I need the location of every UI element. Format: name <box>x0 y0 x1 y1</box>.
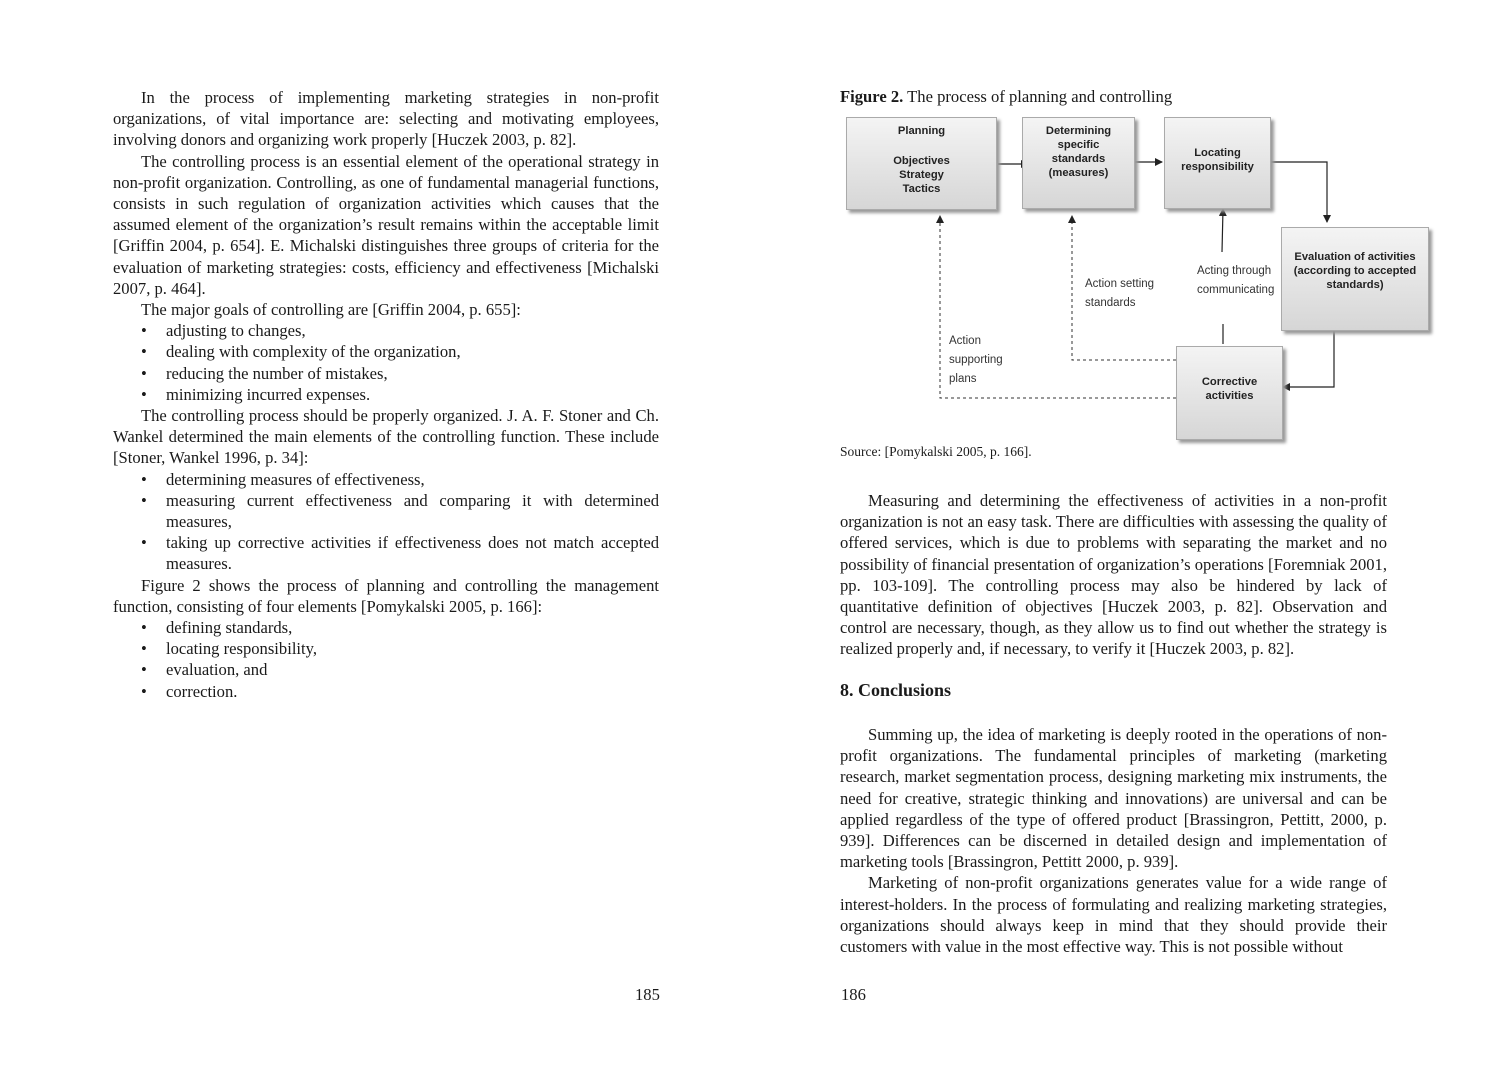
list-item: • evaluation, and <box>113 659 659 680</box>
arrow-to-locating <box>1222 209 1223 252</box>
label-acting-through-communicating <box>1197 262 1274 300</box>
left-text-column <box>113 87 659 702</box>
planning-box <box>846 117 997 210</box>
right-text-block-1 <box>840 490 1387 660</box>
planning-item: Strategy <box>899 169 944 181</box>
box-line: standards) <box>1326 279 1384 291</box>
list-item: • defining standards, <box>113 617 659 638</box>
box-line: (measures) <box>1048 167 1109 179</box>
paragraph: The controlling process is an essential element of the operational strategy in non-profit organization. Controlling, as one of fundamental managerial functions, consists in such regulation of organization activities which causes that the assumed element of the organization’s result remains within the acceptable limit [Griffin 2004, p. 654]. E. Michalski distinguishes three groups of criteria for the evaluation of marketing strategies: costs, efficiency and effectiveness [Michalski 2007, p. 464]. <box>113 151 659 298</box>
figure-label: Figure 2. <box>840 87 904 106</box>
label-line: standards <box>1085 297 1136 309</box>
page-number-right: 186 <box>841 985 866 1004</box>
list-item: • reducing the number of mistakes, <box>113 363 659 384</box>
planning-item: Tactics <box>902 183 941 195</box>
box-line: (according to accepted <box>1293 265 1417 277</box>
box-line: standards <box>1051 153 1106 165</box>
paragraph: Measuring and determining the effectiveness of activities in a non-profit organization is not an easy task. There are difficulties with assessing the quality of offered services, which is due to problems with separating the market and no possibility of financial presentation of organization’s operations [Foremniak 2001, pp. 103-109]. The controlling process may also be hindered by lack of quantitative definition of objectives [Huczek 2003, p. 82]. Observation and control are necessary, though, as they allow us to find out whether the strategy is realized properly and, if necessary, to verify it [Huczek 2003, p. 82]. <box>840 491 1387 659</box>
box-line: Determining <box>1045 125 1112 137</box>
list-item: • measuring current effectiveness and comparing it with determined measures, <box>113 490 659 532</box>
label-action-supporting-plans <box>949 332 1003 389</box>
arrow-locating-to-evaluation <box>1270 162 1327 222</box>
paragraph: Figure 2 shows the process of planning and controlling the management function, consisting of four elements [Pomykalski 2005, p. 166]: <box>113 575 659 616</box>
locating-responsibility-box <box>1164 117 1271 209</box>
bullet-list-four-elements <box>113 617 659 702</box>
label-line: Action setting <box>1085 278 1155 290</box>
arrow-evaluation-to-corrective <box>1283 330 1334 387</box>
box-line: activities <box>1205 390 1254 402</box>
figure-title <box>840 87 1172 107</box>
box-line: responsibility <box>1181 161 1254 173</box>
list-item: • minimizing incurred expenses. <box>113 384 659 405</box>
bullet-list-goals <box>113 320 659 405</box>
box-line: Corrective <box>1201 376 1258 388</box>
box-line: Evaluation of activities <box>1294 251 1416 263</box>
list-item: • determining measures of effectiveness, <box>113 469 659 490</box>
list-item: • adjusting to changes, <box>113 320 659 341</box>
section-heading: 8. Conclusions <box>840 680 952 700</box>
bullet-list-elements <box>113 469 659 575</box>
planning-controlling-diagram <box>840 112 1417 447</box>
figure-source: Source: [Pomykalski 2005, p. 166]. <box>840 444 1032 459</box>
planning-item: Objectives <box>893 155 950 167</box>
label-line: communicating <box>1197 284 1275 296</box>
box-line: Locating <box>1194 147 1241 159</box>
label-line: plans <box>949 373 977 385</box>
paragraph: The controlling process should be properly organized. J. A. F. Stoner and Ch. Wankel determined the main elements of the controlling function. These include [Stoner, Wankel 1996, p. 34]: <box>113 406 659 468</box>
list-item: • taking up corrective activities if effectiveness does not match accepted measures. <box>113 532 659 574</box>
planning-title: Planning <box>897 125 946 137</box>
paragraph: In the process of implementing marketing strategies in non-profit organizations, of vital importance are: selecting and motivating employees, involving donors and organizing work properly [Huczek 2003, p. 82]. <box>113 88 659 150</box>
evaluation-box <box>1281 227 1429 331</box>
list-item: • correction. <box>113 681 659 702</box>
page-number-left: 185 <box>635 985 660 1004</box>
list-item: • dealing with complexity of the organization, <box>113 341 659 362</box>
right-page <box>750 0 1500 1068</box>
label-action-setting-standards <box>1085 275 1154 313</box>
determining-standards-box <box>1022 117 1135 209</box>
paragraph: The major goals of controlling are [Griffin 2004, p. 655]: <box>141 300 521 320</box>
list-item: • locating responsibility, <box>113 638 659 659</box>
paragraph: Marketing of non-profit organizations generates value for a wide range of interest-holders. In the process of formulating and realizing marketing strategies, organizations should always keep in mind that they should provide their customers with value in the most effective way. This is not possible without <box>840 873 1387 957</box>
label-line: supporting <box>949 354 1003 366</box>
box-line: specific <box>1057 139 1100 151</box>
label-line: Acting through <box>1197 265 1272 277</box>
label-line: Action <box>949 335 981 347</box>
figure-caption: The process of planning and controlling <box>907 87 1173 106</box>
paragraph: Summing up, the idea of marketing is deeply rooted in the operations of non-profit organizations. The fundamental principles of marketing (marketing research, market segmentation process, designing marketing mix instruments, the need for creative, strategic thinking and innovations) are universal and can be applied regardless of the type of offered product [Brassingron, Pettitt, 2000, p. 939]. Differences can be discerned in detailed design and implementation of marketing tools [Brassingron, Pettitt 2000, p. 939]. <box>840 725 1387 872</box>
corrective-activities-box <box>1176 346 1283 440</box>
right-text-block-2 <box>840 724 1387 957</box>
